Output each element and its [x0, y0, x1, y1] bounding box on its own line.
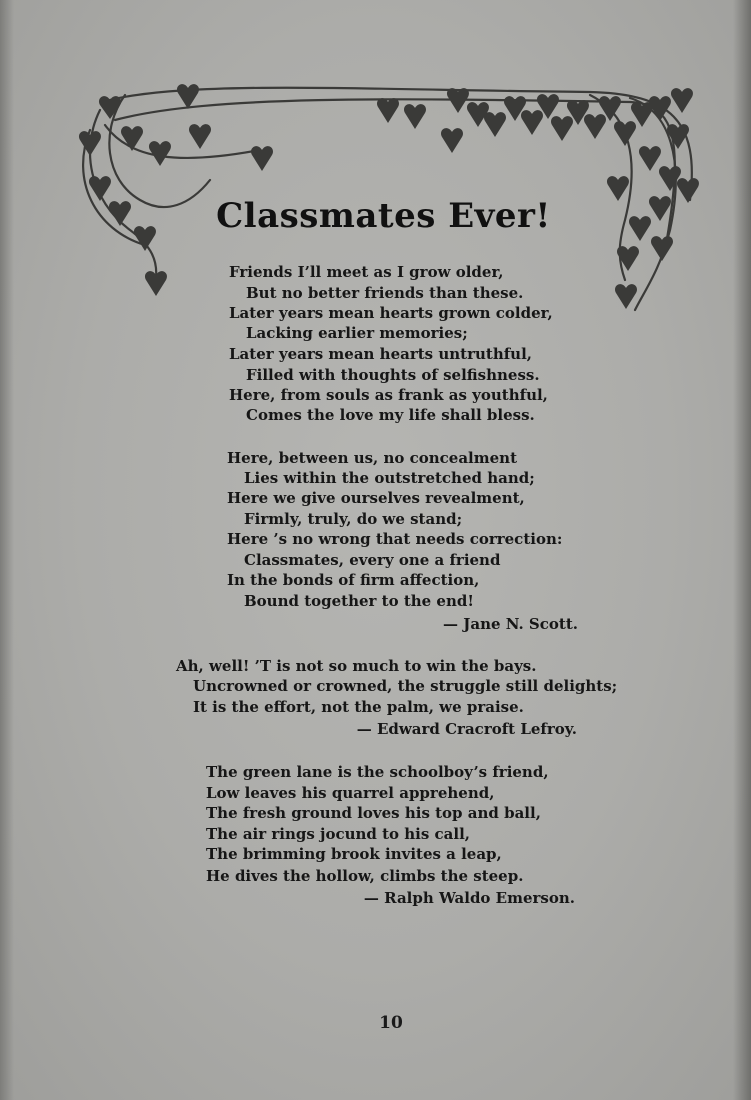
poem3-line: The brimming brook invites a leap,	[206, 845, 502, 863]
poem3-line: Low leaves his quarrel apprehend,	[206, 784, 495, 802]
poem2-line: It is the effort, not the palm, we praise.	[193, 698, 524, 716]
poem1-stanza1-line: Comes the love my life shall bless.	[246, 406, 535, 424]
poem3-line: He dives the hollow, climbs the steep.	[206, 867, 524, 885]
page-right-edge	[733, 0, 751, 1100]
poem1-stanza1-line: Friends I’ll meet as I grow older,	[229, 263, 504, 281]
poem3-line: The air rings jocund to his call,	[206, 825, 471, 843]
poem3-line: The fresh ground loves his top and ball,	[206, 804, 541, 822]
page-left-edge	[0, 0, 14, 1100]
poem1-stanza2-line: In the bonds of firm affection,	[227, 571, 480, 589]
poem1-stanza2-line: Firmly, truly, do we stand;	[244, 510, 463, 528]
poem1-stanza2-line: Bound together to the end!	[244, 592, 474, 610]
poem1-stanza2-line: Here we give ourselves revealment,	[227, 489, 525, 507]
poem1-stanza1-line: Later years mean hearts grown colder,	[229, 304, 553, 322]
poem2-author: — Edward Cracroft Lefroy.	[356, 720, 577, 738]
poem1-stanza2-line: Classmates, every one a friend	[244, 551, 501, 569]
page-number: 10	[379, 1013, 403, 1033]
poem1-stanza1-line: Lacking earlier memories;	[246, 324, 468, 342]
poem2-line: Ah, well! ’T is not so much to win the bays.	[176, 657, 537, 675]
poem1-stanza1-line: But no better friends than these.	[246, 284, 524, 302]
poem2-line: Uncrowned or crowned, the struggle still delights;	[193, 677, 618, 695]
poem1-stanza1-line: Later years mean hearts untruthful,	[229, 345, 533, 363]
poem1-stanza2-line: Here, between us, no concealment	[227, 449, 518, 467]
poem3-line: The green lane is the schoolboy’s friend,	[206, 763, 549, 781]
poem1-stanza1-line: Filled with thoughts of selfishness.	[246, 366, 540, 384]
poem1-stanza1-line: Here, from souls as frank as youthful,	[229, 386, 548, 404]
page-title: Classmates Ever!	[216, 196, 551, 236]
poem1-stanza2-line: Here ’s no wrong that needs correction:	[227, 530, 563, 548]
poem1-stanza2-line: Lies within the outstretched hand;	[244, 469, 535, 487]
poem1-author: — Jane N. Scott.	[443, 615, 578, 633]
poem3-author: — Ralph Waldo Emerson.	[363, 889, 575, 907]
